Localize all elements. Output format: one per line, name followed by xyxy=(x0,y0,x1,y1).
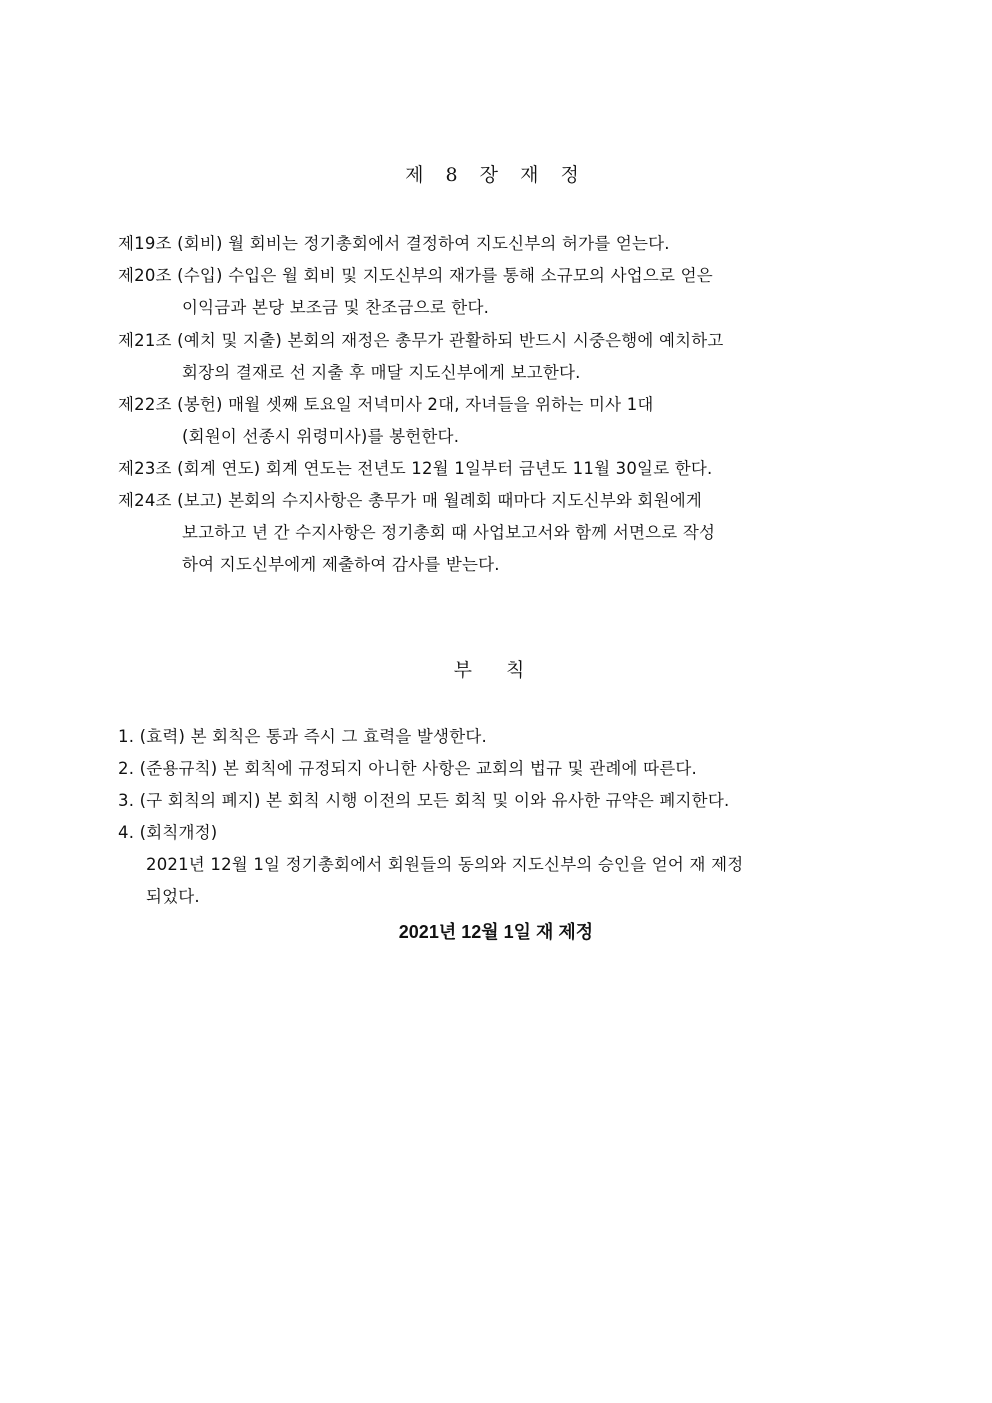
article-21-line-1: 제21조 (예치 및 지출) 본회의 재정은 총무가 관활하되 반드시 시중은행에 예치하고 xyxy=(118,331,724,350)
appendix-item-1: 1. (효력) 본 회칙은 통과 즉시 그 효력을 발생한다. xyxy=(118,727,487,746)
article-24-line-2: 보고하고 년 간 수지사항은 정기총회 때 사업보고서와 함께 서면으로 작성 xyxy=(182,523,716,542)
article-22-line-2: (회원이 선종시 위령미사)를 봉헌한다. xyxy=(182,427,460,446)
enactment-date: 2021년 12월 1일 재 제정 xyxy=(398,922,594,942)
article-24-line-1: 제24조 (보고) 본회의 수지사항은 총무가 매 월례회 때마다 지도신부와 회원에게 xyxy=(118,491,702,510)
appendix-title: 부 칙 xyxy=(453,659,539,681)
article-19-line-1: 제19조 (회비) 월 회비는 정기총회에서 결정하여 지도신부의 허가를 얻는다. xyxy=(118,234,670,253)
article-23-line-1: 제23조 (회계 연도) 회계 연도는 전년도 12월 1일부터 금년도 11월 30일로 한다. xyxy=(118,459,713,478)
appendix-item-3: 3. (구 회칙의 폐지) 본 회칙 시행 이전의 모든 회칙 및 이와 유사한 규약은 폐지한다. xyxy=(118,791,730,810)
appendix-item-2: 2. (준용규칙) 본 회칙에 규정되지 아니한 사항은 교회의 법규 및 관례에 따른다. xyxy=(118,759,697,778)
appendix-item-4: 4. (회칙개정) xyxy=(118,823,218,842)
article-20-line-1: 제20조 (수입) 수입은 월 회비 및 지도신부의 재가를 통해 소규모의 사업으로 얻은 xyxy=(118,266,713,285)
appendix-item-4-body-line-2: 되었다. xyxy=(146,887,200,906)
article-20-line-2: 이익금과 본당 보조금 및 찬조금으로 한다. xyxy=(182,298,490,317)
article-24-line-3: 하여 지도신부에게 제출하여 감사를 받는다. xyxy=(182,555,500,574)
article-21-line-2: 회장의 결재로 선 지출 후 매달 지도신부에게 보고한다. xyxy=(182,363,581,382)
chapter-title: 제 8 장 재 정 xyxy=(405,164,587,186)
article-22-line-1: 제22조 (봉헌) 매월 셋째 토요일 저녁미사 2대, 자녀들을 위하는 미사 1대 xyxy=(118,395,654,414)
appendix-item-4-body-line-1: 2021년 12월 1일 정기총회에서 회원들의 동의와 지도신부의 승인을 얻어 재 제정 xyxy=(146,855,744,874)
